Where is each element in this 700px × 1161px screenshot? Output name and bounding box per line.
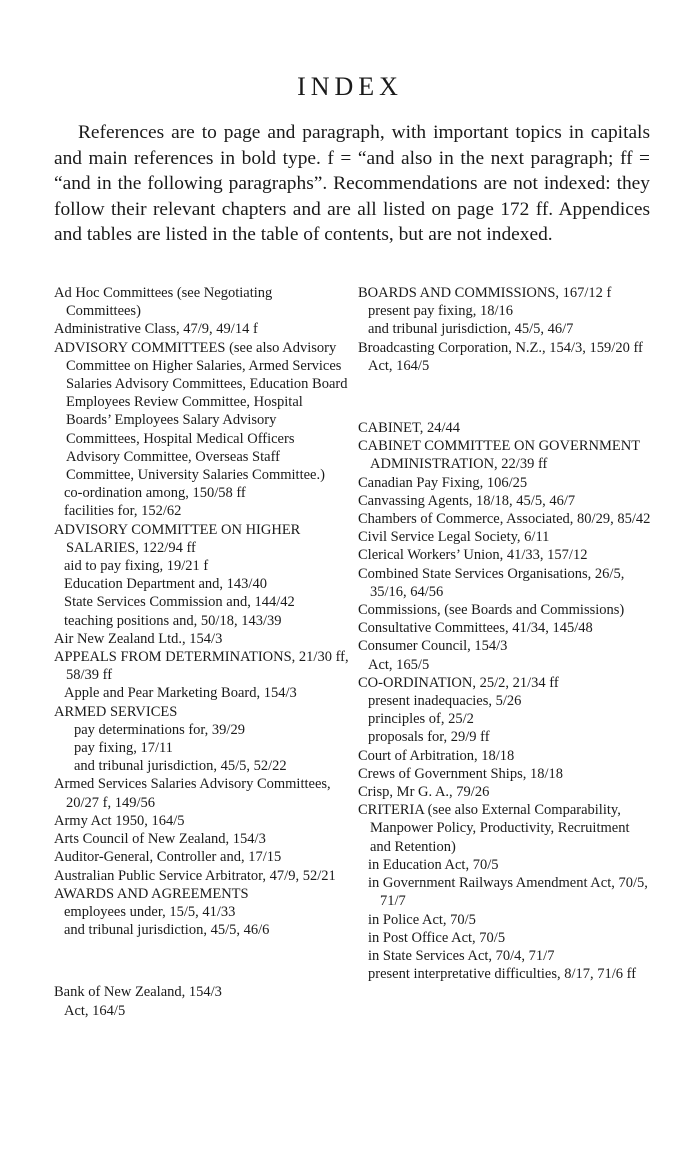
index-entry: Court of Arbitration, 18/18 — [358, 747, 515, 764]
index-entry: Auditor-General, Controller and, 17/15 — [54, 849, 282, 866]
index-entry: Canvassing Agents, 18/18, 45/5, 46/7 — [358, 492, 576, 509]
index-subentry: employees under, 15/5, 41/33 — [64, 903, 236, 920]
index-entry: Civil Service Legal Society, 6/11 — [358, 529, 550, 546]
index-entry: CRITERIA (see also External Comparability, Manpower Policy, Productivity, Recruitment and Retention) — [358, 802, 630, 855]
index-entry: Arts Council of New Zealand, 154/3 — [54, 831, 266, 848]
index-entry: Army Act 1950, 164/5 — [54, 812, 185, 829]
index-entry: ADVISORY COMMITTEES (see also Advisory Committee on Higher Salaries, Armed Services Salaries Advisory Committees, Education Board Employees Review Committee, Hospital Boards’ Employees Salary Advisory Committees, Hospital Medical Officers Advisory Committee, Overseas Staff Committee, University Salaries Committee.) — [54, 339, 348, 484]
section-gap — [358, 375, 652, 419]
index-entry: Chambers of Commerce, Associated, 80/29, 85/42 — [358, 511, 651, 528]
index-subentry: present inadequacies, 5/26 — [368, 693, 522, 710]
index-entry: Canadian Pay Fixing, 106/25 — [358, 474, 528, 491]
index-subentry: teaching positions and, 50/18, 143/39 — [64, 612, 282, 629]
index-subentry: aid to pay fixing, 19/21 f — [64, 558, 209, 575]
index-entry: Commissions, (see Boards and Commissions) — [358, 602, 625, 619]
index-subentry: and tribunal jurisdiction, 45/5, 46/7 — [368, 321, 574, 338]
index-subentry: Act, 165/5 — [368, 656, 430, 673]
index-subentry: proposals for, 29/9 ff — [368, 729, 490, 746]
index-subentry: Act, 164/5 — [64, 1002, 126, 1019]
index-subentry: present interpretative difficulties, 8/17, 71/6 ff — [368, 966, 637, 983]
index-subentry: in State Services Act, 70/4, 71/7 — [368, 947, 555, 964]
index-subentry: and tribunal jurisdiction, 45/5, 46/6 — [64, 922, 270, 939]
index-left-column — [54, 284, 350, 1020]
index-entry: APPEALS FROM DETERMINATIONS, 21/30 ff, 58/39 ff — [54, 649, 349, 684]
index-entry: Armed Services Salaries Advisory Committees, 20/27 f, 149/56 — [54, 776, 331, 811]
index-entry: Consultative Committees, 41/34, 145/48 — [358, 620, 593, 637]
index-entry: Consumer Council, 154/3 — [358, 638, 508, 655]
index-entry: ARMED SERVICES — [54, 703, 178, 720]
index-subentry: co-ordination among, 150/58 ff — [64, 485, 246, 502]
index-subentry: in Education Act, 70/5 — [368, 856, 499, 873]
index-entry: Crisp, Mr G. A., 79/26 — [358, 784, 490, 801]
index-subentry: Education Department and, 143/40 — [64, 576, 267, 593]
index-entry: Broadcasting Corporation, N.Z., 154/3, 159/20 ff — [358, 339, 643, 356]
index-subentry: pay fixing, 17/11 — [74, 740, 173, 757]
index-entry: Crews of Government Ships, 18/18 — [358, 765, 563, 782]
index-entry: Bank of New Zealand, 154/3 — [54, 984, 222, 1001]
index-subentry: facilities for, 152/62 — [64, 503, 182, 520]
index-entry: AWARDS AND AGREEMENTS — [54, 885, 249, 902]
index-subentry: Apple and Pear Marketing Board, 154/3 — [64, 685, 297, 702]
index-entry: Clerical Workers’ Union, 41/33, 157/12 — [358, 547, 588, 564]
intro-paragraph: References are to page and paragraph, with important topics in capitals and main references in bold type. f = “and also in the next paragraph; ff = “and in the following paragraphs”. Recommendations are not indexed: they follow their relevant chapters and are all listed on page 172 ff. Appendices and tables are listed in the table of contents, but are not indexed. — [54, 122, 650, 246]
index-subentry: in Police Act, 70/5 — [368, 911, 476, 928]
index-entry: CABINET COMMITTEE ON GOVERNMENT ADMINISTRATION, 22/39 ff — [358, 438, 640, 473]
index-subentry: State Services Commission and, 144/42 — [64, 594, 295, 611]
index-subentry: Act, 164/5 — [368, 357, 430, 374]
index-subentry: pay determinations for, 39/29 — [74, 721, 245, 738]
index-subentry: and tribunal jurisdiction, 45/5, 52/22 — [74, 758, 287, 775]
index-subentry: present pay fixing, 18/16 — [368, 303, 513, 320]
index-entry: BOARDS AND COMMISSIONS, 167/12 f — [358, 285, 612, 301]
section-gap — [54, 939, 350, 983]
index-entry: Australian Public Service Arbitrator, 47/9, 52/21 — [54, 867, 336, 884]
index-entry: Combined State Services Organisations, 26/5, 35/16, 64/56 — [358, 565, 625, 600]
index-entry: Air New Zealand Ltd., 154/3 — [54, 630, 223, 647]
index-entry: Ad Hoc Committees (see Negotiating Committees) — [54, 285, 273, 320]
index-entry: CO-ORDINATION, 25/2, 21/34 ff — [358, 674, 559, 691]
index-subentry: in Government Railways Amendment Act, 70/5, 71/7 — [368, 875, 648, 910]
index-subentry: in Post Office Act, 70/5 — [368, 929, 506, 946]
page-title: INDEX — [297, 72, 403, 101]
index-right-column — [358, 284, 652, 983]
index-entry: ADVISORY COMMITTEE ON HIGHER SALARIES, 122/94 ff — [54, 521, 301, 556]
index-entry: Administrative Class, 47/9, 49/14 f — [54, 321, 258, 338]
index-subentry: principles of, 25/2 — [368, 711, 474, 728]
index-entry: CABINET, 24/44 — [358, 420, 461, 437]
